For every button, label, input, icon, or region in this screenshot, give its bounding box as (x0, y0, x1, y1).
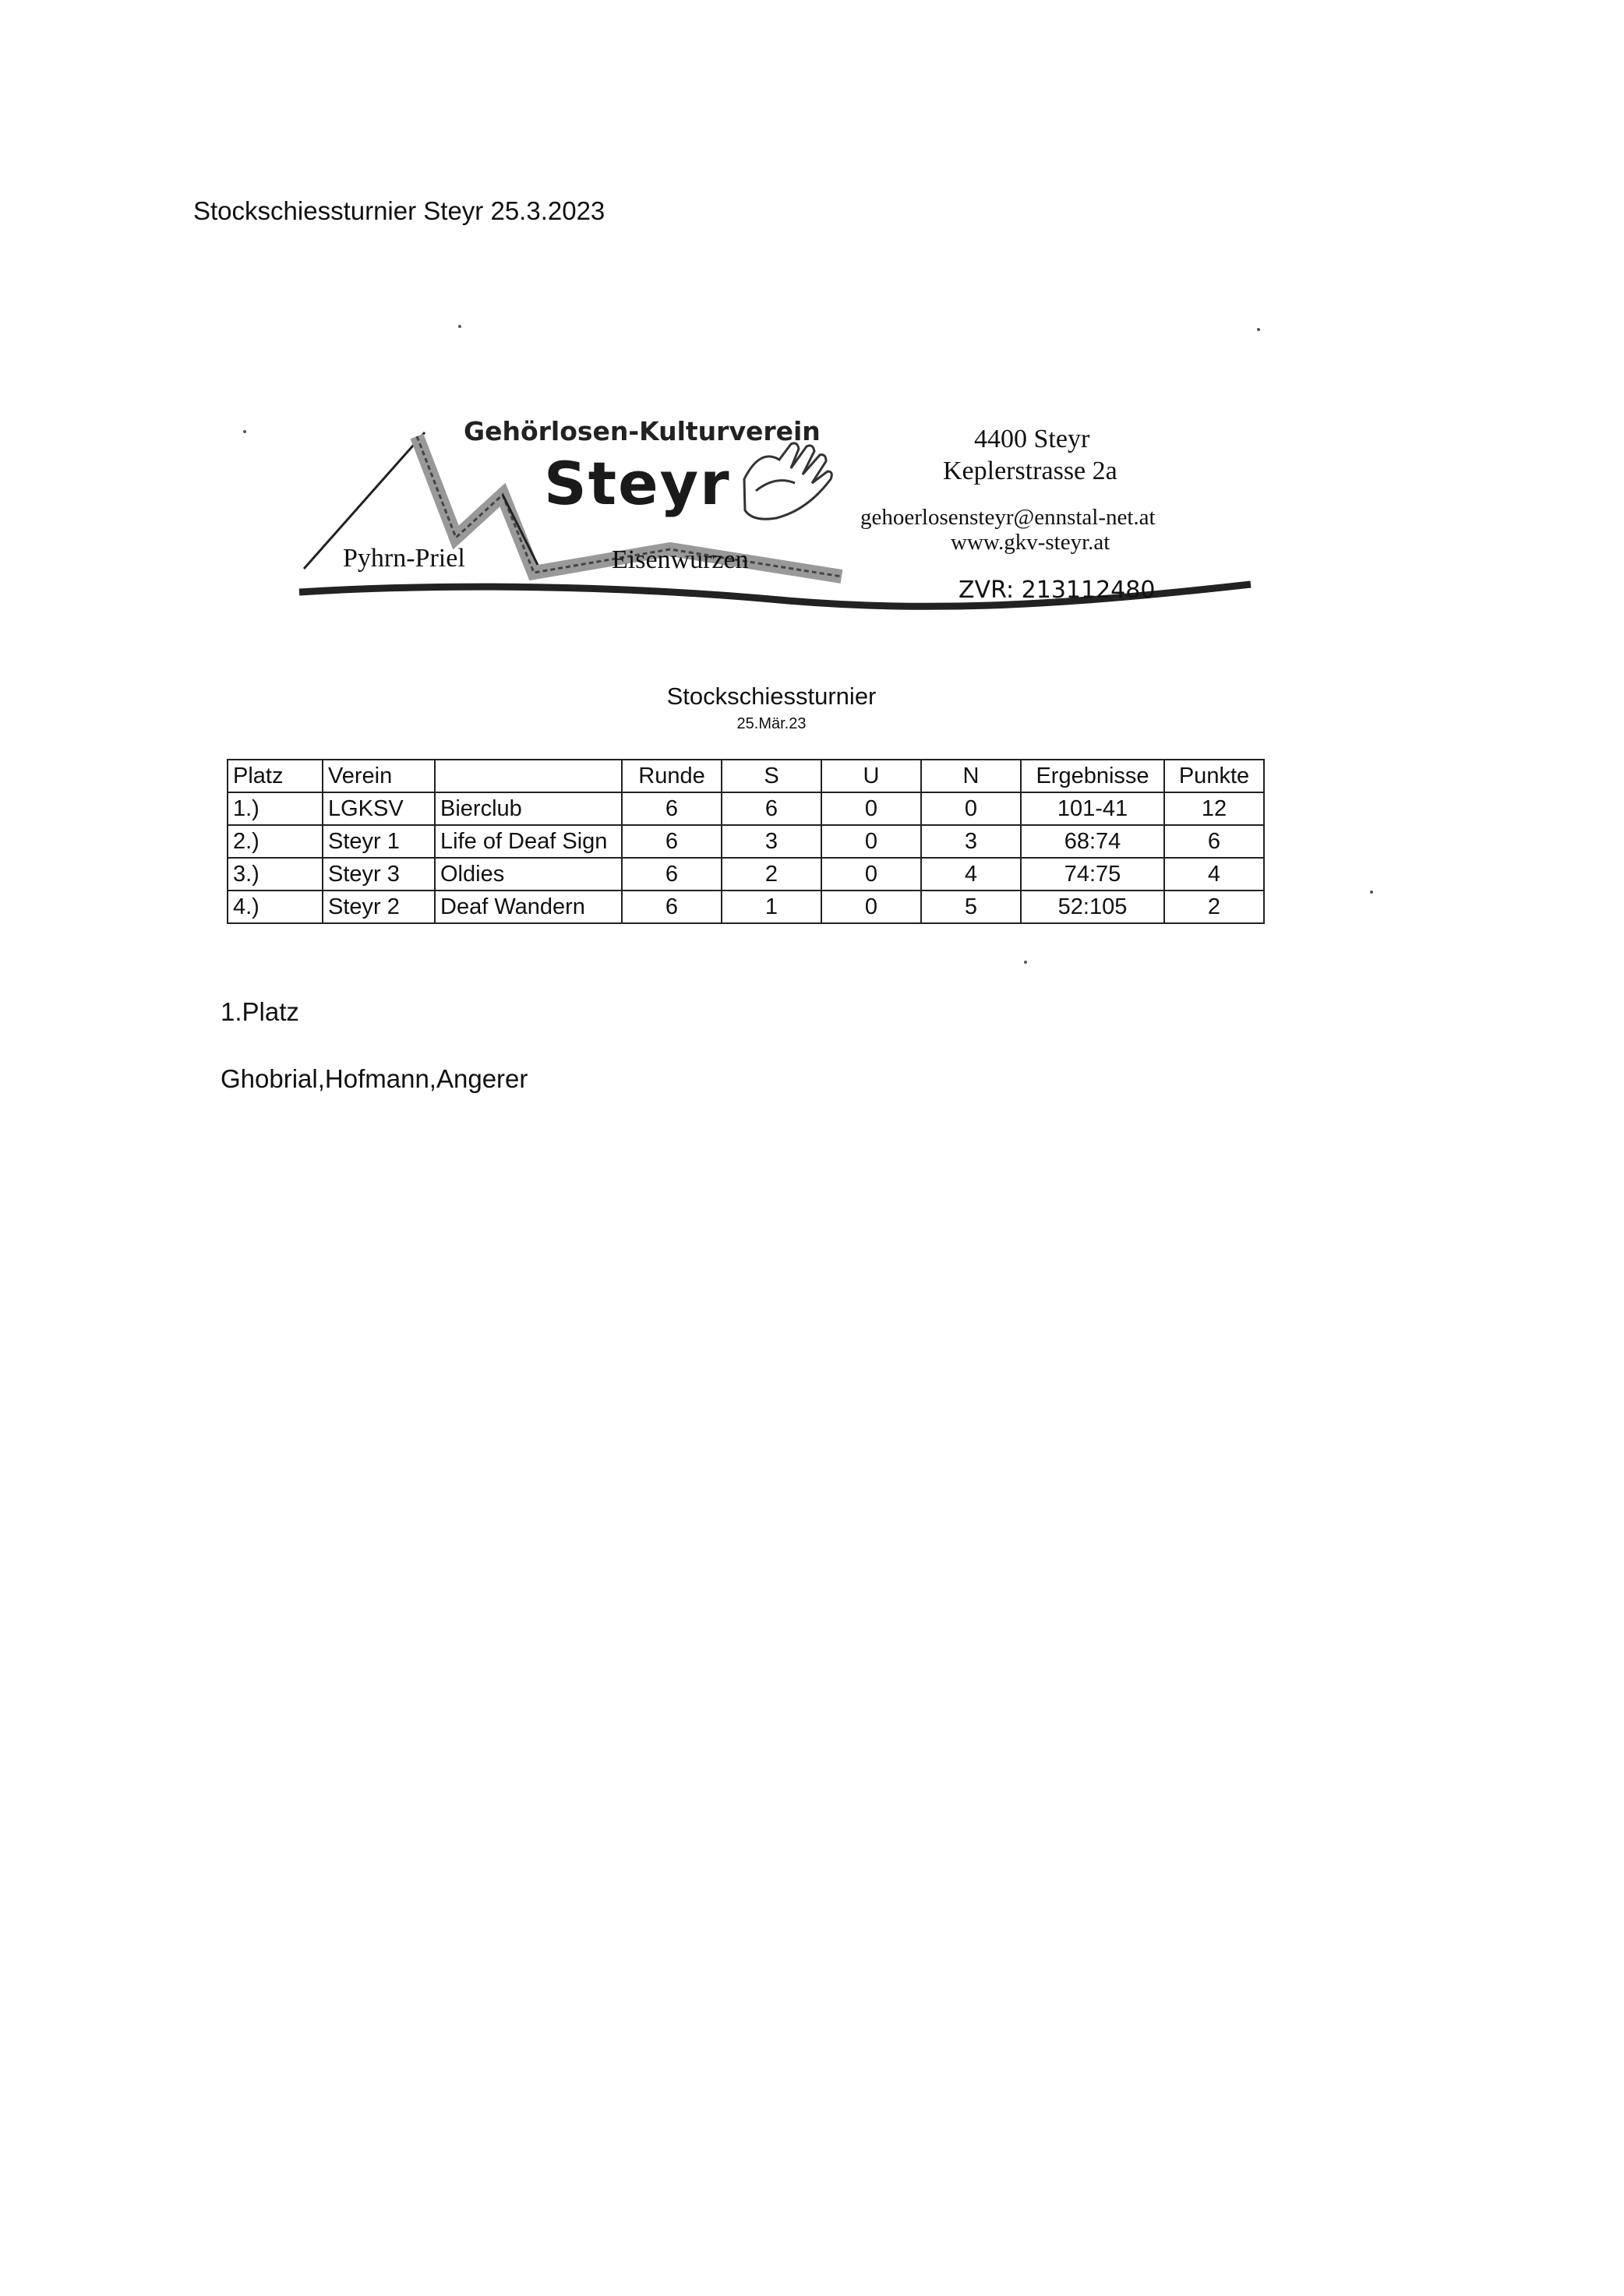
cell-platz: 3.) (228, 858, 323, 891)
cell-runde: 6 (622, 891, 722, 923)
cell-s: 3 (722, 825, 821, 858)
cell-punkte: 2 (1164, 891, 1264, 923)
cell-verein: Steyr 2 (323, 891, 435, 923)
cell-s: 2 (722, 858, 821, 891)
cell-platz: 1.) (228, 792, 323, 825)
cell-ergebnisse: 101-41 (1021, 792, 1164, 825)
cell-team: Bierclub (435, 792, 622, 825)
cell-u: 0 (821, 792, 921, 825)
cell-s: 1 (722, 891, 821, 923)
address-line-1: 4400 Steyr (974, 425, 1090, 453)
cell-team: Oldies (435, 858, 622, 891)
header-u: U (821, 760, 921, 792)
cell-punkte: 4 (1164, 858, 1264, 891)
table-header-row (228, 760, 1264, 792)
cell-u: 0 (821, 825, 921, 858)
cell-platz: 2.) (228, 825, 323, 858)
cell-team: Life of Deaf Sign (435, 825, 622, 858)
scan-speck (1024, 961, 1027, 964)
scan-speck (1257, 328, 1260, 331)
cell-n: 4 (921, 858, 1021, 891)
hands-icon (744, 443, 831, 519)
tournament-date: 25.Mär.23 (736, 715, 807, 732)
organization-name: Gehörlosen-Kulturverein (464, 416, 821, 446)
cell-punkte: 6 (1164, 825, 1264, 858)
cell-platz: 4.) (228, 891, 323, 923)
table-row (228, 792, 1264, 825)
document-title: Stockschiessturnier Steyr 25.3.2023 (193, 196, 605, 225)
cell-ergebnisse: 74:75 (1021, 858, 1164, 891)
cell-ergebnisse: 68:74 (1021, 825, 1164, 858)
cell-verein: LGKSV (323, 792, 435, 825)
scan-speck (243, 430, 246, 433)
table-row (228, 858, 1264, 891)
winner-label: 1.Platz (221, 997, 299, 1026)
cell-s: 6 (722, 792, 821, 825)
cell-punkte: 12 (1164, 792, 1264, 825)
header-punkte: Punkte (1164, 760, 1264, 792)
header-n: N (921, 760, 1021, 792)
email-address: gehoerlosensteyr@ennstal-net.at (860, 505, 1156, 530)
cell-verein: Steyr 1 (323, 825, 435, 858)
header-runde: Runde (622, 760, 722, 792)
winner-names: Ghobrial,Hofmann,Angerer (221, 1064, 528, 1093)
tournament-title: Stockschiessturnier (666, 682, 877, 710)
cell-u: 0 (821, 858, 921, 891)
header-ergebnisse: Ergebnisse (1021, 760, 1164, 792)
cell-runde: 6 (622, 792, 722, 825)
header-platz: Platz (228, 760, 323, 792)
cell-u: 0 (821, 891, 921, 923)
header-s: S (722, 760, 821, 792)
region-left: Pyhrn-Priel (343, 544, 465, 573)
results-table (227, 759, 1265, 924)
cell-verein: Steyr 3 (323, 858, 435, 891)
scan-speck (1370, 891, 1373, 894)
zvr-number: ZVR: 213112480 (959, 577, 1156, 604)
cell-team: Deaf Wandern (435, 891, 622, 923)
scan-speck (458, 325, 461, 328)
cell-runde: 6 (622, 825, 722, 858)
table-row (228, 891, 1264, 923)
table-row (228, 825, 1264, 858)
cell-runde: 6 (622, 858, 722, 891)
cell-ergebnisse: 52:105 (1021, 891, 1164, 923)
region-right: Eisenwurzen (612, 545, 749, 574)
address-line-2: Keplerstrasse 2a (943, 457, 1117, 485)
cell-n: 5 (921, 891, 1021, 923)
letterhead (296, 405, 1270, 627)
cell-n: 0 (921, 792, 1021, 825)
city-logo-text: Steyr (544, 449, 731, 518)
cell-n: 3 (921, 825, 1021, 858)
header-team (435, 760, 622, 792)
header-verein: Verein (323, 760, 435, 792)
website-url: www.gkv-steyr.at (951, 530, 1110, 555)
